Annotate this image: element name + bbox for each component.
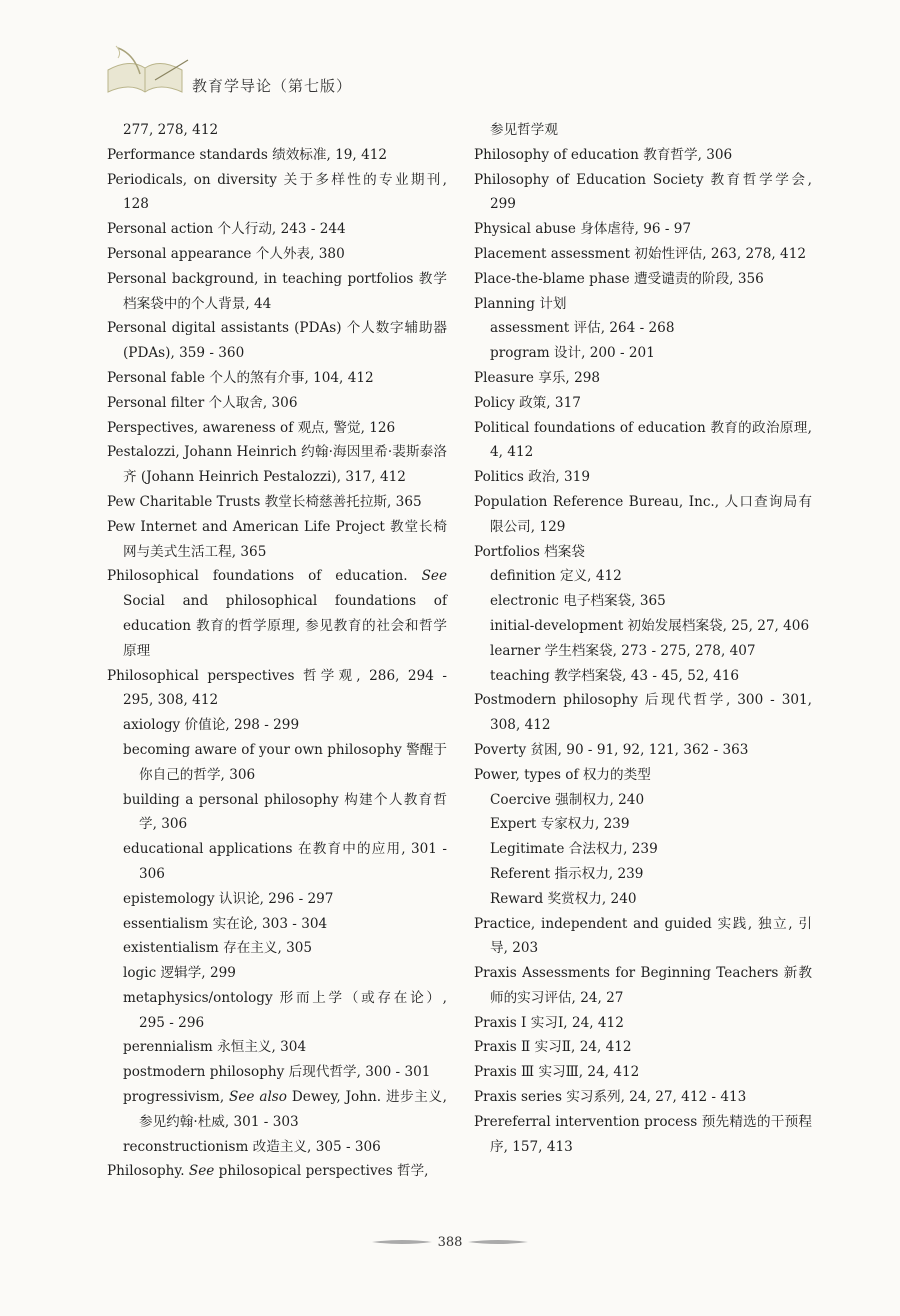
index-entry: Pew Internet and American Life Project 教堂长椅网与美式生活工程, 365 — [107, 518, 447, 560]
page-footer — [0, 1232, 900, 1252]
index-entry: 277, 278, 412 — [123, 122, 219, 138]
index-subentry: epistemology 认识论, 296 - 297 — [123, 890, 334, 907]
index-entry: Personal filter 个人取舍, 306 — [107, 394, 298, 411]
index-subentry: progressivism, See also Dewey, John. 进步主义, 参见约翰·杜威, 301 - 303 — [123, 1089, 447, 1130]
index-entry: Portfolios 档案袋 — [474, 543, 585, 560]
index-subentry: initial-development 初始发展档案袋, 25, 27, 406 — [490, 617, 810, 634]
index-entry: Policy 政策, 317 — [474, 394, 581, 411]
index-subentry: existentialism 存在主义, 305 — [123, 940, 313, 957]
index-entry: Praxis Ⅰ 实习Ⅰ, 24, 412 — [474, 1014, 624, 1031]
index-entry: Pleasure 享乐, 298 — [474, 369, 601, 386]
see-reference: See also — [229, 1089, 287, 1106]
index-entry: Philosophy of education 教育哲学, 306 — [474, 146, 733, 163]
see-reference: See — [188, 1163, 215, 1180]
index-subentry: becoming aware of your own philosophy 警醒于你自己的哲学, 306 — [123, 741, 447, 783]
index-subentry: learner 学生档案袋, 273 - 275, 278, 407 — [490, 642, 756, 659]
index-subentry: assessment 评估, 264 - 268 — [490, 320, 675, 337]
index-entry: 参见哲学观 — [490, 122, 558, 138]
index-entry: Poverty 贫困, 90 - 91, 92, 121, 362 - 363 — [474, 741, 749, 758]
index-subentry: postmodern philosophy 后现代哲学, 300 - 301 — [123, 1064, 431, 1081]
index-entry: Philosophy. See philosopical perspectives 哲学, — [107, 1163, 429, 1180]
index-entry: Pew Charitable Trusts 教堂长椅慈善托拉斯, 365 — [107, 493, 422, 510]
index-entry: Praxis Assessments for Beginning Teachers 新教师的实习评估, 24, 27 — [474, 965, 812, 1006]
index-subentry: Referent 指示权力, 239 — [490, 865, 644, 882]
index-entry: Personal appearance 个人外表, 380 — [107, 245, 345, 262]
index-subentry: program 设计, 200 - 201 — [490, 345, 655, 362]
index-entry: Perspectives, awareness of 观点, 警觉, 126 — [107, 419, 396, 436]
index-entry: Politics 政治, 319 — [474, 469, 590, 486]
index-entry: Personal action 个人行动, 243 - 244 — [107, 221, 346, 238]
index-entry: Praxis Ⅲ 实习Ⅲ, 24, 412 — [474, 1064, 640, 1081]
index-column-left — [107, 118, 447, 1184]
index-entry: Philosophy of Education Society 教育哲学学会, 299 — [474, 171, 812, 213]
page-number: 388 — [437, 1234, 463, 1250]
index-entry: Periodicals, on diversity 关于多样性的专业期刊, 128 — [107, 171, 447, 213]
index-entry: Philosophical foundations of education. See Social and philosophical foundations of education 教育的哲学原理, 参见教育的社会和哲学原理 — [107, 568, 447, 659]
index-subentry: electronic 电子档案袋, 365 — [490, 593, 666, 610]
index-subentry: essentialism 实在论, 303 - 304 — [123, 915, 328, 932]
index-subentry: Coercive 强制权力, 240 — [490, 791, 645, 808]
index-subentry: logic 逻辑学, 299 — [123, 965, 236, 982]
index-entry: Personal fable 个人的煞有介事, 104, 412 — [107, 369, 374, 386]
index-entry: Performance standards 绩效标准, 19, 412 — [107, 146, 388, 163]
index-entry: Praxis series 实习系列, 24, 27, 412 - 413 — [474, 1089, 747, 1106]
index-entry: Praxis Ⅱ 实习Ⅱ, 24, 412 — [474, 1039, 632, 1056]
index-entry: Place-the-blame phase 遭受谴责的阶段, 356 — [474, 270, 764, 287]
index-subentry: teaching 教学档案袋, 43 - 45, 52, 416 — [490, 667, 740, 684]
index-entry: Power, types of 权力的类型 — [474, 766, 651, 783]
index-subentry: axiology 价值论, 298 - 299 — [123, 717, 300, 734]
index-subentry: metaphysics/ontology 形而上学（或存在论）, 295 - 296 — [123, 989, 447, 1031]
index-entry: Prereferral intervention process 预先精选的干预程序, 157, 413 — [474, 1113, 812, 1155]
index-entry: Political foundations of education 教育的政治原理, 4, 412 — [474, 419, 812, 461]
index-subentry: definition 定义, 412 — [490, 568, 622, 585]
index-entry: Pestalozzi, Johann Heinrich 约翰·海因里希·裴斯泰洛齐 (Johann Heinrich Pestalozzi), 317, 412 — [107, 444, 447, 486]
index-entry: Placement assessment 初始性评估, 263, 278, 412 — [474, 245, 806, 262]
right-ornament-icon — [468, 1238, 528, 1246]
header-title: 教育学导论（第七版） — [192, 77, 353, 95]
book-quill-icon — [100, 40, 190, 100]
index-entry: Practice, independent and guided 实践, 独立, 引导, 203 — [474, 915, 812, 957]
index-subentry: Legitimate 合法权力, 239 — [490, 841, 658, 858]
index-column-right — [474, 118, 812, 1159]
index-entry: Physical abuse 身体虐待, 96 - 97 — [474, 221, 692, 238]
index-entry: Personal digital assistants (PDAs) 个人数字辅助器 (PDAs), 359 - 360 — [107, 320, 447, 362]
index-entry: Philosophical perspectives 哲学观, 286, 294 - 295, 308, 412 — [107, 667, 447, 709]
index-subentry: building a personal philosophy 构建个人教育哲学, 306 — [123, 791, 447, 833]
index-subentry: Reward 奖赏权力, 240 — [490, 890, 637, 907]
index-subentry: educational applications 在教育中的应用, 301 - 306 — [123, 841, 447, 882]
index-subentry: Expert 专家权力, 239 — [490, 816, 630, 833]
left-ornament-icon — [372, 1238, 432, 1246]
see-reference: See — [421, 568, 447, 585]
index-entry: Postmodern philosophy 后现代哲学, 300 - 301, 308, 412 — [474, 692, 812, 734]
index-subentry: reconstructionism 改造主义, 305 - 306 — [123, 1138, 381, 1155]
index-subentry: perennialism 永恒主义, 304 — [123, 1039, 307, 1056]
index-entry: Planning 计划 — [474, 295, 567, 312]
running-header — [100, 40, 460, 105]
index-entry: Personal background, in teaching portfolios 教学档案袋中的个人背景, 44 — [107, 270, 447, 312]
index-entry: Population Reference Bureau, Inc., 人口查询局有限公司, 129 — [474, 493, 812, 535]
